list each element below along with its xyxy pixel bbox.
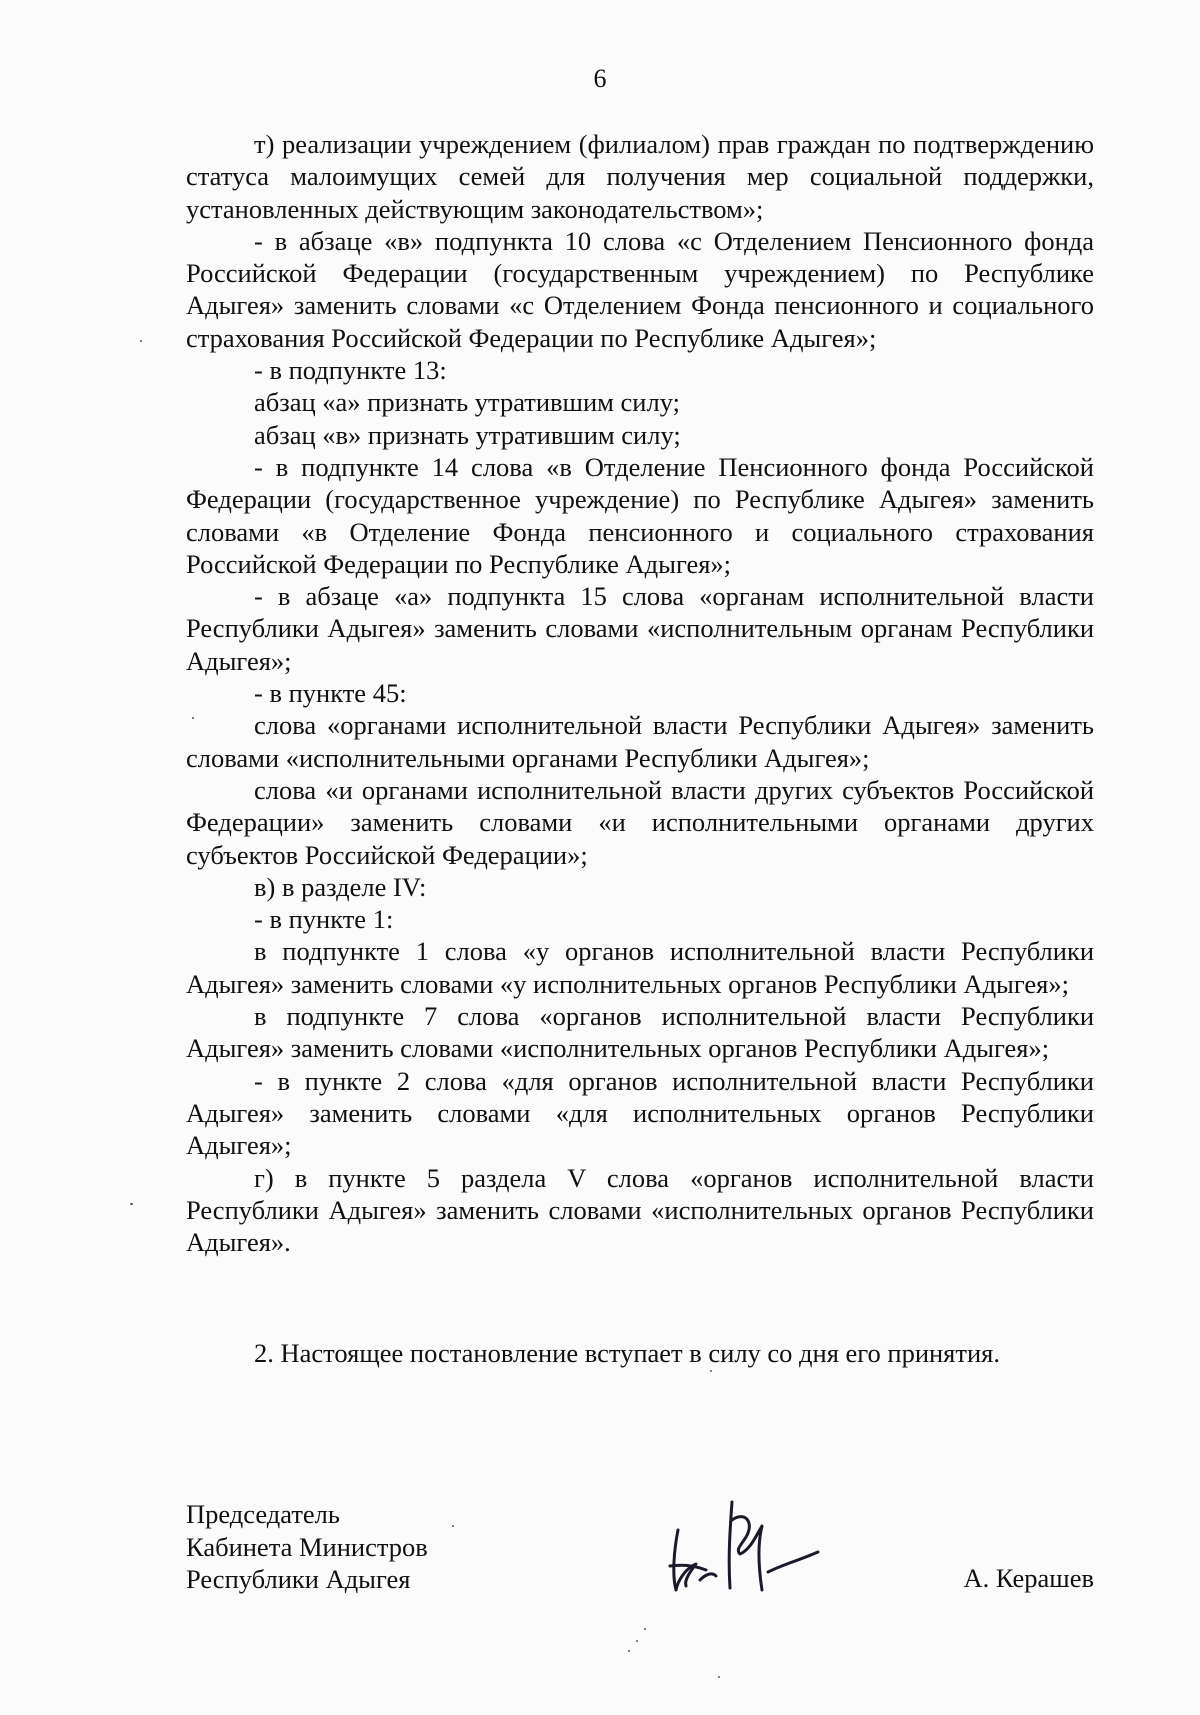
signatory-title-line: Республики Адыгея bbox=[186, 1564, 411, 1594]
scan-speck bbox=[192, 717, 194, 719]
paragraph: - в пункте 2 слова «для органов исполнительной власти Республики Адыгея» заменить словами «для исполнительных органов Республики Адыгея»; bbox=[186, 1065, 1094, 1161]
scan-speck bbox=[130, 1203, 133, 1205]
page-number: 6 bbox=[593, 64, 607, 93]
scan-speck bbox=[636, 1640, 638, 1642]
paragraph: - в подпункте 13: bbox=[254, 355, 447, 386]
closing-clause: 2. Настоящее постановление вступает в силу со дня его принятия. bbox=[254, 1338, 1000, 1368]
handwritten-signature bbox=[660, 1480, 860, 1600]
signatory-title bbox=[186, 1498, 428, 1596]
paragraph: абзац «в» признать утратившим силу; bbox=[254, 419, 681, 450]
signer-name: А. Керашев bbox=[963, 1563, 1094, 1593]
paragraph: г) в пункте 5 раздела V слова «органов исполнительной власти Республики Адыгея» заменить словами «исполнительных органов Республики Адыгея». bbox=[186, 1162, 1094, 1258]
document-body bbox=[186, 128, 1094, 1258]
paragraph: слова «органами исполнительной власти Республики Адыгея» заменить словами «исполнительными органами Республики Адыгея»; bbox=[186, 710, 1094, 773]
paragraph: слова «и органами исполнительной власти других субъектов Российской Федерации» заменить словами «и исполнительными органами других субъектов Российской Федерации»; bbox=[186, 774, 1094, 870]
paragraph: - в абзаце «в» подпункта 10 слова «с Отделением Пенсионного фонда Российской Федерации (государственным учреждением) по Республике Адыгея» заменить словами «с Отделением Фонда пенсионного и социального страхования Российской Федерации по Республике Адыгея»; bbox=[186, 225, 1094, 353]
paragraph: в) в разделе IV: bbox=[254, 871, 427, 902]
paragraph: абзац «а» признать утратившим силу; bbox=[254, 387, 680, 418]
paragraph: - в пункте 1: bbox=[254, 904, 394, 935]
scan-speck bbox=[140, 340, 142, 342]
paragraph: - в подпункте 14 слова «в Отделение Пенсионного фонда Российской Федерации (государственное учреждение) по Республике Адыгея» заменить словами «в Отделение Фонда пенсионного и социального страхования Российской Федерации по Республике Адыгея»; bbox=[186, 451, 1094, 579]
paragraph: в подпункте 1 слова «у органов исполнительной власти Республики Адыгея» заменить словами «у исполнительных органов Республики Адыгея»; bbox=[186, 936, 1094, 999]
signatory-title-line: Председатель bbox=[186, 1499, 340, 1529]
scan-speck bbox=[628, 1650, 630, 1652]
paragraph: - в пункте 45: bbox=[254, 678, 407, 709]
signatory-title-line: Кабинета Министров bbox=[186, 1531, 428, 1562]
scan-speck bbox=[644, 1628, 646, 1630]
paragraph: - в абзаце «а» подпункта 15 слова «органам исполнительной власти Республики Адыгея» заменить словами «исполнительным органам Республики Адыгея»; bbox=[186, 581, 1094, 676]
paragraph: в подпункте 7 слова «органов исполнительной власти Республики Адыгея» заменить словами «исполнительных органов Республики Адыгея»; bbox=[186, 1001, 1094, 1064]
scan-speck bbox=[718, 1676, 720, 1678]
scan-speck bbox=[452, 1525, 454, 1527]
paragraph: т) реализации учреждением (филиалом) прав граждан по подтверждению статуса малоимущих семей для получения мер социальной поддержки, установленных действующим законодательством»; bbox=[186, 129, 1094, 224]
scan-speck bbox=[710, 1370, 712, 1372]
